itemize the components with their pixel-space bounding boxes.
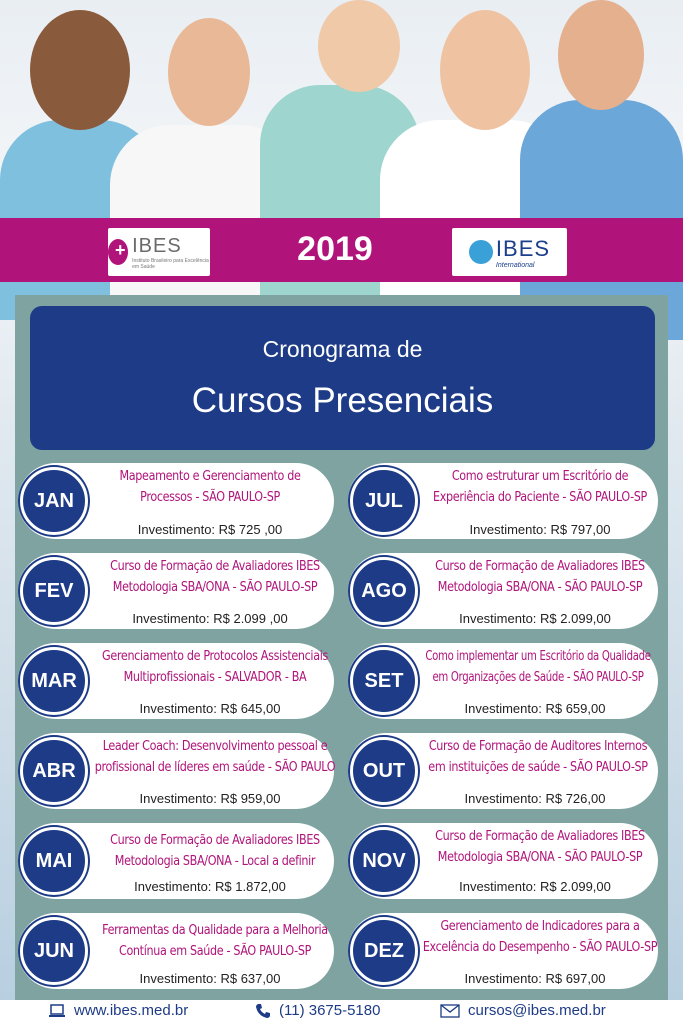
course-line1: Curso de Formação de Avaliadores IBES	[110, 559, 320, 574]
title-line2: Cursos Presenciais	[191, 381, 494, 420]
month-badge-jun: JUN	[20, 917, 88, 985]
logo-tagline: Instituto Brasileiro para Excelência em Saúde	[132, 257, 209, 270]
course-title	[82, 556, 349, 598]
course-price: Investimento: R$ 959,00	[139, 791, 281, 806]
course-line2: em Organizações de Saúde - SÃO PAULO-SP	[432, 670, 644, 685]
course-price: Investimento: R$ 2.099,00	[459, 611, 611, 626]
course-line1: Mapeamento e Gerenciamento de	[119, 469, 301, 484]
course-price: Investimento: R$ 797,00	[469, 522, 611, 537]
phone-link[interactable]	[255, 1002, 380, 1019]
course-line1: Leader Coach: Desenvolvimento pessoal e	[102, 739, 328, 754]
course-title	[82, 830, 349, 872]
logo-tagline: International	[495, 261, 535, 269]
month-badge-set: SET	[350, 647, 418, 715]
logo-name: IBES	[495, 235, 551, 261]
month-badge-jul: JUL	[350, 467, 418, 535]
envelope-icon	[440, 1004, 460, 1018]
course-line1: Curso de Formação de Auditores Internos	[428, 739, 648, 754]
course-line2: Processos - SÃO PAULO-SP	[140, 490, 280, 505]
ibes-logo	[108, 228, 210, 276]
course-line1: Ferramentas da Qualidade para a Melhoria	[102, 923, 328, 938]
email-text: cursos@ibes.med.br	[468, 1002, 606, 1019]
month-badge-abr: ABR	[20, 737, 88, 805]
doctor-figure	[168, 18, 250, 126]
month-badge-fev: FEV	[20, 557, 88, 625]
doctor-figure	[30, 10, 130, 130]
month-badge-mai: MAI	[20, 827, 88, 895]
course-price: Investimento: R$ 2.099,00	[459, 879, 611, 894]
course-price: Investimento: R$ 726,00	[464, 791, 606, 806]
course-line1: Gerenciamento de Protocolos Assistenciais	[102, 649, 328, 664]
course-line2: profissional de líderes em saúde - SÃO PAULO	[94, 760, 336, 775]
course-title	[405, 646, 670, 688]
logo-name: IBES	[132, 234, 182, 257]
course-price: Investimento: R$ 637,00	[139, 971, 281, 986]
phone-icon	[255, 1003, 271, 1019]
footer	[0, 1000, 683, 1024]
course-price: Investimento: R$ 659,00	[464, 701, 606, 716]
month-badge-nov: NOV	[350, 827, 418, 895]
course-title	[407, 556, 674, 598]
course-title	[407, 826, 674, 868]
course-line2: Metodologia SBA/ONA - SÃO PAULO-SP	[112, 580, 318, 595]
ibes-international-logo	[452, 228, 567, 276]
course-line2: Metodologia SBA/ONA - SÃO PAULO-SP	[437, 850, 643, 865]
course-line1: Como implementar um Escritório da Qualidade	[425, 649, 651, 664]
phone-text: (11) 3675-5180	[279, 1002, 381, 1019]
course-line2: Metodologia SBA/ONA - Local a definir	[114, 854, 316, 869]
course-title	[411, 466, 669, 508]
month-badge-mar: MAR	[20, 647, 88, 715]
month-badge-out: OUT	[350, 737, 418, 805]
course-title	[73, 736, 357, 778]
course-line2: em instituições de saúde - SÃO PAULO-SP	[428, 760, 648, 775]
course-title	[400, 736, 675, 778]
course-line1: Curso de Formação de Avaliadores IBES	[435, 559, 645, 574]
course-line1: Gerenciamento de Indicadores para a	[440, 919, 640, 934]
year-title: 2019	[297, 230, 373, 268]
course-title	[82, 920, 349, 962]
course-price: Investimento: R$ 645,00	[139, 701, 281, 716]
month-badge-dez: DEZ	[350, 917, 418, 985]
course-price: Investimento: R$ 725 ,00	[137, 522, 283, 537]
course-line1: Curso de Formação de Avaliadores IBES	[435, 829, 645, 844]
course-line2: Metodologia SBA/ONA - SÃO PAULO-SP	[437, 580, 643, 595]
month-badge-jan: JAN	[20, 467, 88, 535]
email-link[interactable]	[440, 1002, 606, 1019]
course-line2: Multiprofissionais - SALVADOR - BA	[123, 670, 307, 685]
course-title	[81, 466, 339, 508]
course-line2: Excelência do Desempenho - SÃO PAULO-SP	[422, 940, 658, 955]
title-box	[30, 306, 655, 450]
course-price: Investimento: R$ 2.099 ,00	[132, 611, 288, 626]
laptop-icon	[48, 1004, 66, 1018]
course-line2: Contínua em Saúde - SÃO PAULO-SP	[118, 944, 312, 959]
website-link[interactable]	[48, 1002, 188, 1019]
globe-icon	[469, 240, 493, 264]
course-line1: Curso de Formação de Avaliadores IBES	[110, 833, 320, 848]
month-badge-ago: AGO	[350, 557, 418, 625]
ibes-cross-icon	[108, 239, 128, 265]
title-line1: Cronograma de	[262, 336, 423, 362]
course-price: Investimento: R$ 697,00	[464, 971, 606, 986]
doctor-figure	[318, 0, 400, 92]
website-text: www.ibes.med.br	[74, 1002, 189, 1019]
course-title	[77, 646, 352, 688]
doctor-figure	[558, 0, 644, 110]
course-title	[402, 916, 677, 958]
course-line2: Experiência do Paciente - SÃO PAULO-SP	[433, 490, 647, 505]
doctor-figure	[440, 10, 530, 130]
course-price: Investimento: R$ 1.872,00	[134, 879, 286, 894]
course-line1: Como estruturar um Escritório de	[451, 469, 629, 484]
